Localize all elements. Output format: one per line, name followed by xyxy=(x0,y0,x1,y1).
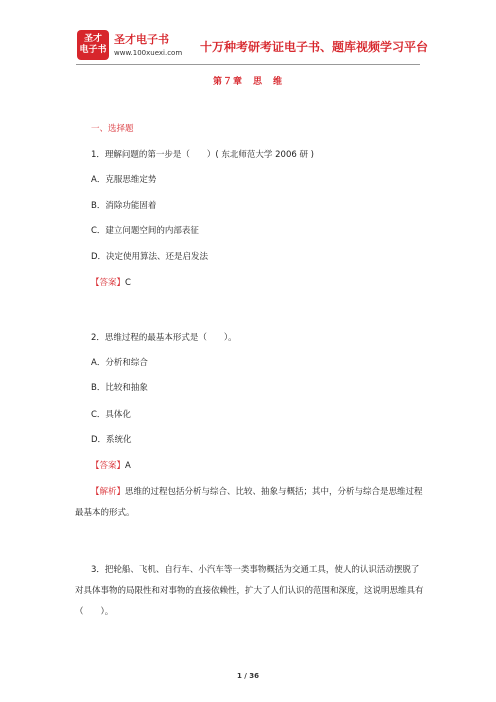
page-header xyxy=(0,0,496,64)
question-2-option-a: A．分析和综合 xyxy=(91,358,148,368)
question-2-answer xyxy=(91,461,131,472)
question-1-option-a: A．克服思维定势 xyxy=(91,175,157,185)
question-1-option-c: C．建立问题空间的内部表征 xyxy=(91,226,199,236)
question-3-stem: 3．把轮船、飞机、自行车、小汽车等一类事物概括为交通工具，使人的认识活动摆脱了对具体事物的局限性和对事物的直接依赖性，扩大了人们认识的范围和深度，这说明思维具有（ ）。 xyxy=(75,565,424,617)
section-title: 一、选择题 xyxy=(91,124,134,134)
question-1-option-d: D．决定使用算法、还是启发法 xyxy=(91,252,209,262)
answer-label: 【答案】 xyxy=(91,278,126,288)
answer-value: A xyxy=(125,461,131,471)
question-2-option-b: B．比较和抽象 xyxy=(91,383,148,393)
question-2-stem: 2．思维过程的最基本形式是（ ）。 xyxy=(91,333,237,343)
brand-name: 圣才电子书 xyxy=(114,33,169,46)
header-divider xyxy=(76,64,420,65)
answer-value: C xyxy=(125,278,131,288)
chapter-title: 第７章 思 维 xyxy=(212,77,283,87)
answer-label: 【答案】 xyxy=(91,461,126,471)
brand-logo[interactable] xyxy=(77,30,109,60)
question-1-option-b: B．消除功能固着 xyxy=(91,201,157,211)
question-2-option-c: C．具体化 xyxy=(91,410,131,420)
brand-block xyxy=(114,33,182,58)
logo-text-top: 圣才 xyxy=(83,34,102,44)
logo-text-bottom: 电子书 xyxy=(79,45,107,55)
question-2-option-d: D．系统化 xyxy=(91,435,132,445)
page-number: 1 / 36 xyxy=(236,672,260,680)
brand-url[interactable]: www.100xuexi.com xyxy=(114,49,183,57)
question-1-answer xyxy=(91,278,131,289)
analysis-text: 思维的过程包括分析与综合、比较、抽象与概括；其中，分析与综合是思维过程最基本的形式。 xyxy=(75,487,423,518)
header-slogan: 十万种考研考证电子书、题库视频学习平台 xyxy=(200,40,429,54)
question-1-stem: 1．理解问题的第一步是（ ）( 东北师范大学 2006 研 ) xyxy=(91,150,314,160)
question-2-analysis xyxy=(75,482,427,524)
analysis-label: 【解析】 xyxy=(91,487,126,497)
